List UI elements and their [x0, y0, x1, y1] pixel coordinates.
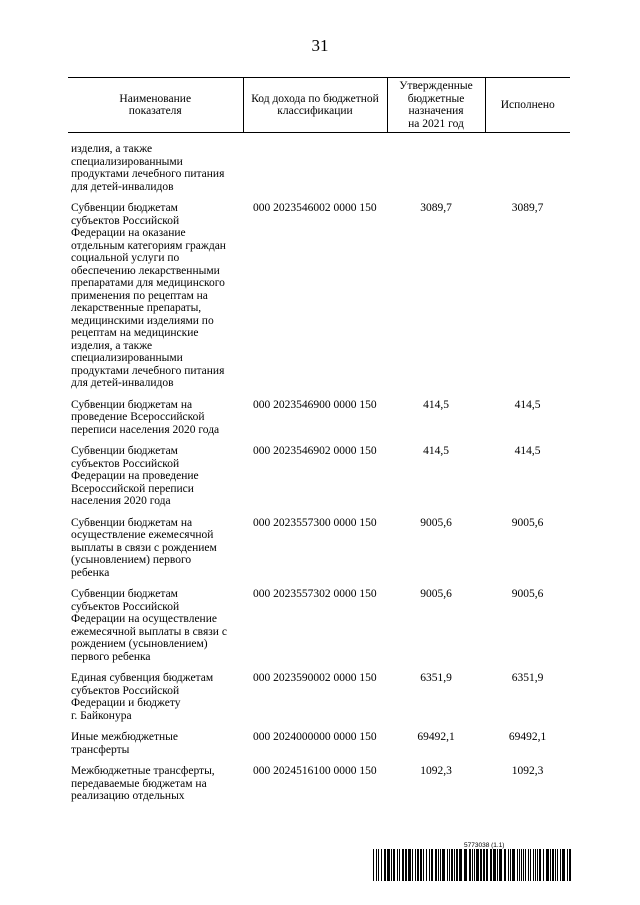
row-code: 000 2024000000 0000 150: [253, 731, 377, 743]
row-code: 000 2023546902 0000 150: [253, 445, 377, 457]
row-approved: 6351,9: [420, 672, 452, 684]
page-number: 31: [311, 36, 329, 55]
row-executed: 69492,1: [508, 731, 547, 743]
row-code: 000 2023557302 0000 150: [253, 588, 377, 600]
row-approved: 9005,6: [420, 516, 452, 529]
table-row: [68, 765, 570, 812]
row-executed: 1092,3: [511, 765, 544, 777]
row-code: 000 2023590002 0000 150: [253, 672, 377, 684]
table-row: [68, 399, 570, 446]
header-code-label: Код дохода по бюджетной классификации: [251, 92, 379, 117]
table-row: [68, 672, 570, 731]
table-row: [68, 731, 570, 765]
table-header-row: [68, 78, 570, 133]
header-name: [68, 78, 243, 133]
header-approved: [387, 78, 485, 133]
row-name: Субвенции бюджетам субъектов Российской Федерации на проведение Всероссийской переписи населения 2020 года: [71, 445, 199, 507]
row-executed: 3089,7: [511, 202, 544, 214]
row-approved: 1092,3: [420, 765, 452, 777]
header-executed-label: Исполнено: [500, 98, 555, 111]
row-approved: 414,5: [423, 398, 449, 411]
row-code: 000 2023546900 0000 150: [253, 398, 377, 411]
barcode-caption: 5773038 (1.1): [464, 842, 505, 849]
table-row: [68, 517, 570, 589]
row-executed: 414,5: [514, 398, 541, 411]
table-row: [68, 133, 570, 203]
row-approved: 9005,6: [420, 588, 452, 600]
row-name: Субвенции бюджетам субъектов Российской Федерации на осуществление ежемесячной выплаты в связи с рождением (усыновлением) первого ребенка: [71, 588, 227, 663]
table-row: [68, 202, 570, 399]
barcode-image: [373, 849, 571, 881]
row-approved: 3089,7: [420, 202, 452, 214]
row-approved: 414,5: [423, 445, 449, 457]
row-executed: 9005,6: [511, 516, 544, 529]
header-name-label: Наименование показателя: [119, 92, 192, 117]
row-name: Иные межбюджетные трансферты: [71, 731, 178, 756]
row-name: Единая субвенция бюджетам субъектов Российской Федерации и бюджету г. Байконура: [71, 672, 214, 722]
table-row: [68, 445, 570, 517]
row-name: Субвенции бюджетам на проведение Всероссийской переписи населения 2020 года: [71, 398, 220, 436]
header-executed: [485, 78, 570, 133]
row-code: 000 2024516100 0000 150: [253, 765, 377, 777]
row-code: [243, 133, 387, 203]
row-code: 000 2023546002 0000 150: [253, 202, 377, 214]
row-approved: 69492,1: [417, 731, 455, 743]
row-name: Субвенции бюджетам субъектов Российской Федерации на оказание отдельным категориям граждан социальной услуги по обеспечению лекарственными препаратами для медицинского применения по рецептам на лекарственные препараты, медицинскими изделиями по рецептам на медицинские изделия, а также специализированными продуктами лечебного питания для детей-инвалидов: [71, 202, 226, 389]
row-executed: 6351,9: [511, 672, 544, 684]
header-code: [243, 78, 387, 133]
row-code: 000 2023557300 0000 150: [253, 516, 377, 529]
row-name: Субвенции бюджетам на осуществление ежемесячной выплаты в связи с рождением (усыновлением) первого ребенка: [71, 516, 217, 579]
budget-table: [68, 77, 570, 812]
row-executed: 414,5: [514, 445, 541, 457]
table-row: [68, 588, 570, 672]
header-approved-label: Утвержденные бюджетные назначения на 2021 год: [399, 80, 473, 130]
row-executed: [485, 133, 570, 203]
row-approved: [387, 133, 485, 203]
row-executed: 9005,6: [511, 588, 544, 600]
row-name: изделия, а также специализированными продуктами лечебного питания для детей-инвалидов: [71, 143, 225, 193]
row-name: Межбюджетные трансферты, передаваемые бюджетам на реализацию отдельных: [71, 765, 215, 802]
